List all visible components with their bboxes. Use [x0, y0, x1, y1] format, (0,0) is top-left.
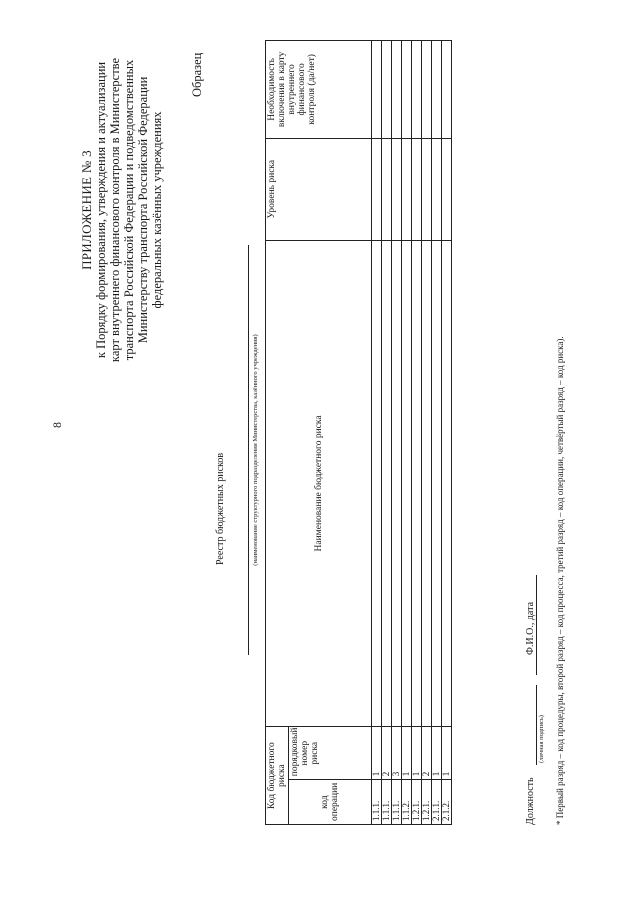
risk-level-cell [442, 138, 452, 240]
serial-number-cell: 1 [402, 727, 412, 780]
operation-code-cell: 2.1.1. [432, 780, 442, 825]
operation-code-cell: 1.1.1. [392, 780, 402, 825]
appendix-line: карт внутреннего финансового контроля в Министерстве [108, 57, 122, 363]
risk-level-cell [392, 138, 402, 240]
operation-code-cell: 1.1.1. [382, 780, 392, 825]
appendix-header [80, 0, 164, 425]
table-row [412, 41, 422, 825]
risk-name-header: Наименование бюджетного риска [266, 240, 372, 727]
appendix-line: транспорта Российской Федерации и подведомственных [122, 59, 136, 361]
risk-name-cell [432, 240, 442, 727]
unit-caption: (наименование структурного подразделения Министерства, казённого учреждения) [252, 334, 259, 566]
include-cell [412, 41, 422, 139]
unit-underline [248, 245, 249, 655]
table-row [442, 41, 452, 825]
include-cell [442, 41, 452, 139]
appendix-line: к Порядку формирования, утверждения и актуализации [94, 61, 108, 359]
serial-number-header: порядковый номер риска [289, 727, 372, 780]
risk-register-table [265, 40, 452, 825]
risk-level-cell [432, 138, 442, 240]
risk-level-cell [372, 138, 382, 240]
sample-label: Образец [190, 52, 204, 97]
appendix-line: Министерству транспорта Российской Федерации [136, 76, 150, 344]
serial-number-cell: 1 [432, 727, 442, 780]
fio-label: Ф.И.О., дата [525, 601, 536, 655]
table-row [392, 41, 402, 825]
table-row [422, 41, 432, 825]
position-label: Должность [525, 777, 536, 825]
operation-code-cell: 1.2.1. [412, 780, 422, 825]
operation-code-cell: 1.2.1. [422, 780, 432, 825]
serial-number-cell: 1 [372, 727, 382, 780]
include-cell [432, 41, 442, 139]
risk-name-cell [382, 240, 392, 727]
table-row [402, 41, 412, 825]
footnote: * Первый разряд – код процедуры, второй разряд – код процесса, третий разряд – код операции, четвёртый разряд – код риска). [555, 336, 565, 825]
serial-number-cell: 1 [412, 727, 422, 780]
risk-level-cell [422, 138, 432, 240]
risk-name-cell [422, 240, 432, 727]
risk-code-header: Код бюджетного риска [266, 727, 289, 825]
risk-level-cell [412, 138, 422, 240]
signature-caption: (личная подпись) [538, 715, 545, 763]
include-cell [372, 41, 382, 139]
table-row [382, 41, 392, 825]
table-row [432, 41, 442, 825]
operation-code-header: код операции [289, 780, 372, 825]
serial-number-cell: 3 [392, 727, 402, 780]
operation-code-cell: 1.1.1. [372, 780, 382, 825]
page-number: 8 [50, 422, 64, 428]
register-title: Реестр бюджетных рисков [215, 452, 226, 565]
signature-line [536, 685, 537, 765]
include-cell [422, 41, 432, 139]
risk-name-cell [402, 240, 412, 727]
include-cell [392, 41, 402, 139]
risk-name-cell [412, 240, 422, 727]
include-cell [382, 41, 392, 139]
risk-name-cell [392, 240, 402, 727]
operation-code-cell: 2.1.2. [442, 780, 452, 825]
serial-number-cell: 1 [442, 727, 452, 780]
risk-name-cell [372, 240, 382, 727]
risk-name-cell [442, 240, 452, 727]
include-in-map-header: Необходимость включения в карту внутреннего финансового контроля (да/нет) [266, 41, 372, 139]
operation-code-cell: 1.1.2. [402, 780, 412, 825]
appendix-line: федеральных казённых учреждениях [150, 111, 164, 309]
include-cell [402, 41, 412, 139]
serial-number-cell: 2 [422, 727, 432, 780]
fio-line [536, 575, 537, 675]
risk-level-cell [402, 138, 412, 240]
serial-number-cell: 2 [382, 727, 392, 780]
risk-level-header: Уровень риска [266, 138, 372, 240]
table-row [372, 41, 382, 825]
appendix-title: ПРИЛОЖЕНИЕ № 3 [79, 150, 94, 270]
risk-level-cell [382, 138, 392, 240]
